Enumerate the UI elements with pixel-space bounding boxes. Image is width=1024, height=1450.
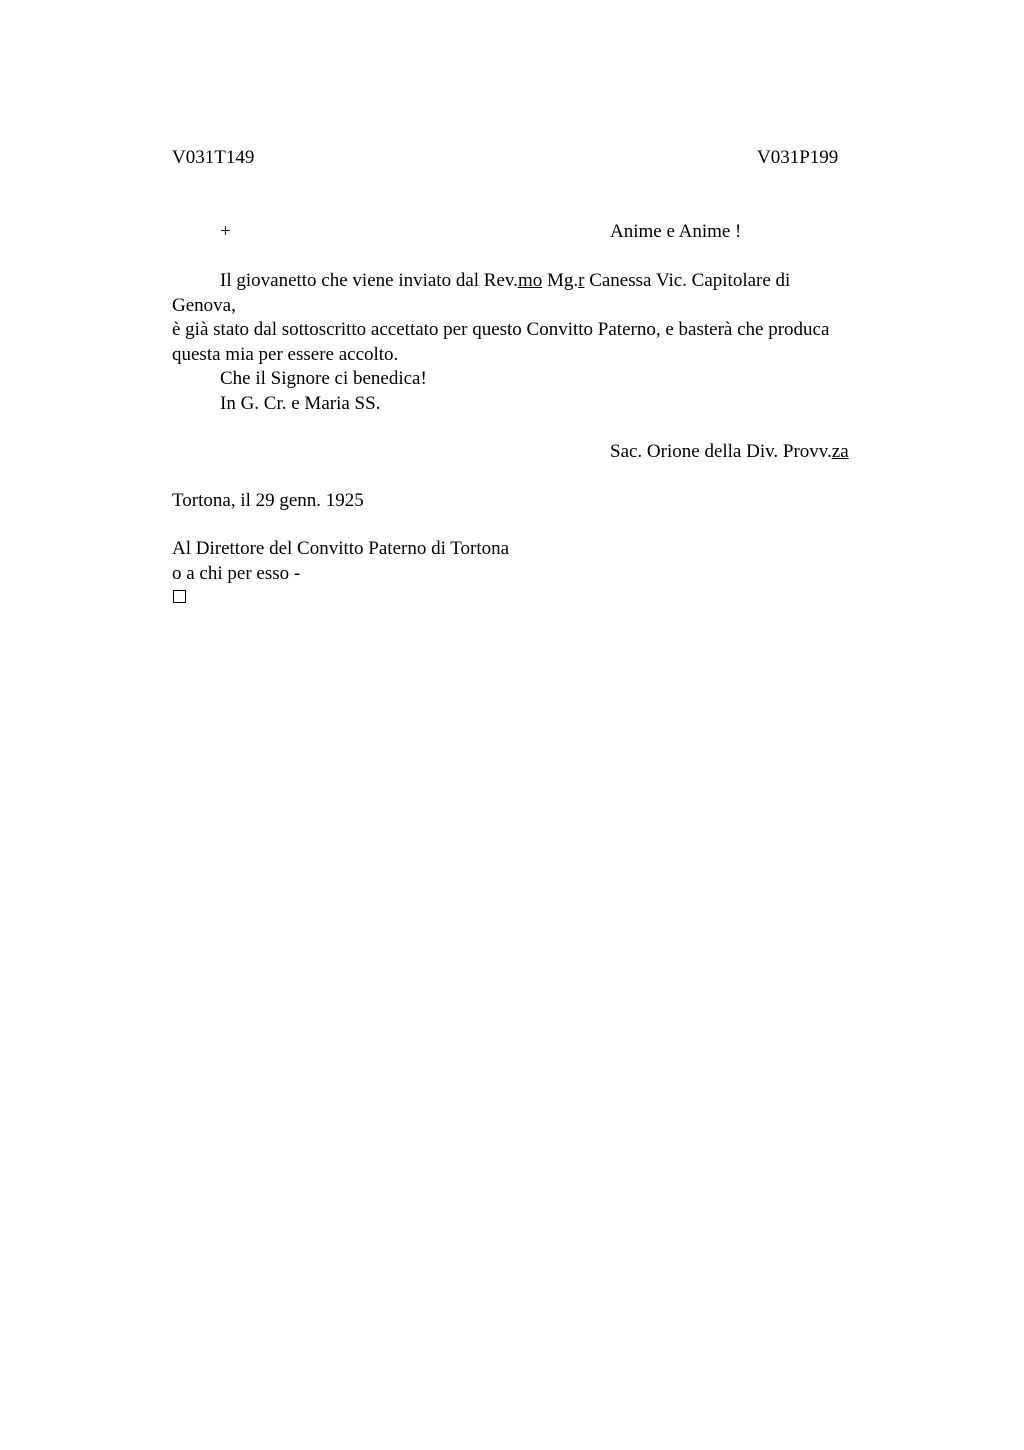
motto: Anime e Anime ! [610,221,742,242]
address-line-1: Al Direttore del Convitto Paterno di Tortona [172,538,510,559]
abbrev-mo: mo [517,270,543,291]
paragraph-line-3: è già stato dal sottoscritto accettato per questo Convitto Paterno, e basterà che produca [172,319,830,340]
paragraph-line-1: Il giovanetto che viene inviato dal Rev.mo Mg.r Canessa Vic. Capitolare di [220,270,791,291]
signature-abbrev: za [831,441,849,462]
closing-line: In G. Cr. e Maria SS. [220,392,381,414]
paragraph-line-4: questa mia per essere accolto. [172,343,399,365]
reference-code-right: V031P199 [757,147,839,168]
address-line-2: o a chi per esso - [172,563,301,584]
cross-mark: + [220,221,231,242]
paragraph-line-2: Genova, [172,294,236,316]
reference-code-left: V031T149 [172,147,255,168]
blessing-line: Che il Signore ci benedica! [220,368,427,389]
empty-square-icon [173,590,186,603]
abbrev-r: r [578,270,585,291]
letter-body [172,269,892,416]
date-line: Tortona, il 29 genn. 1925 [172,490,364,511]
signature: Sac. Orione della Div. Provv.za [610,441,849,462]
